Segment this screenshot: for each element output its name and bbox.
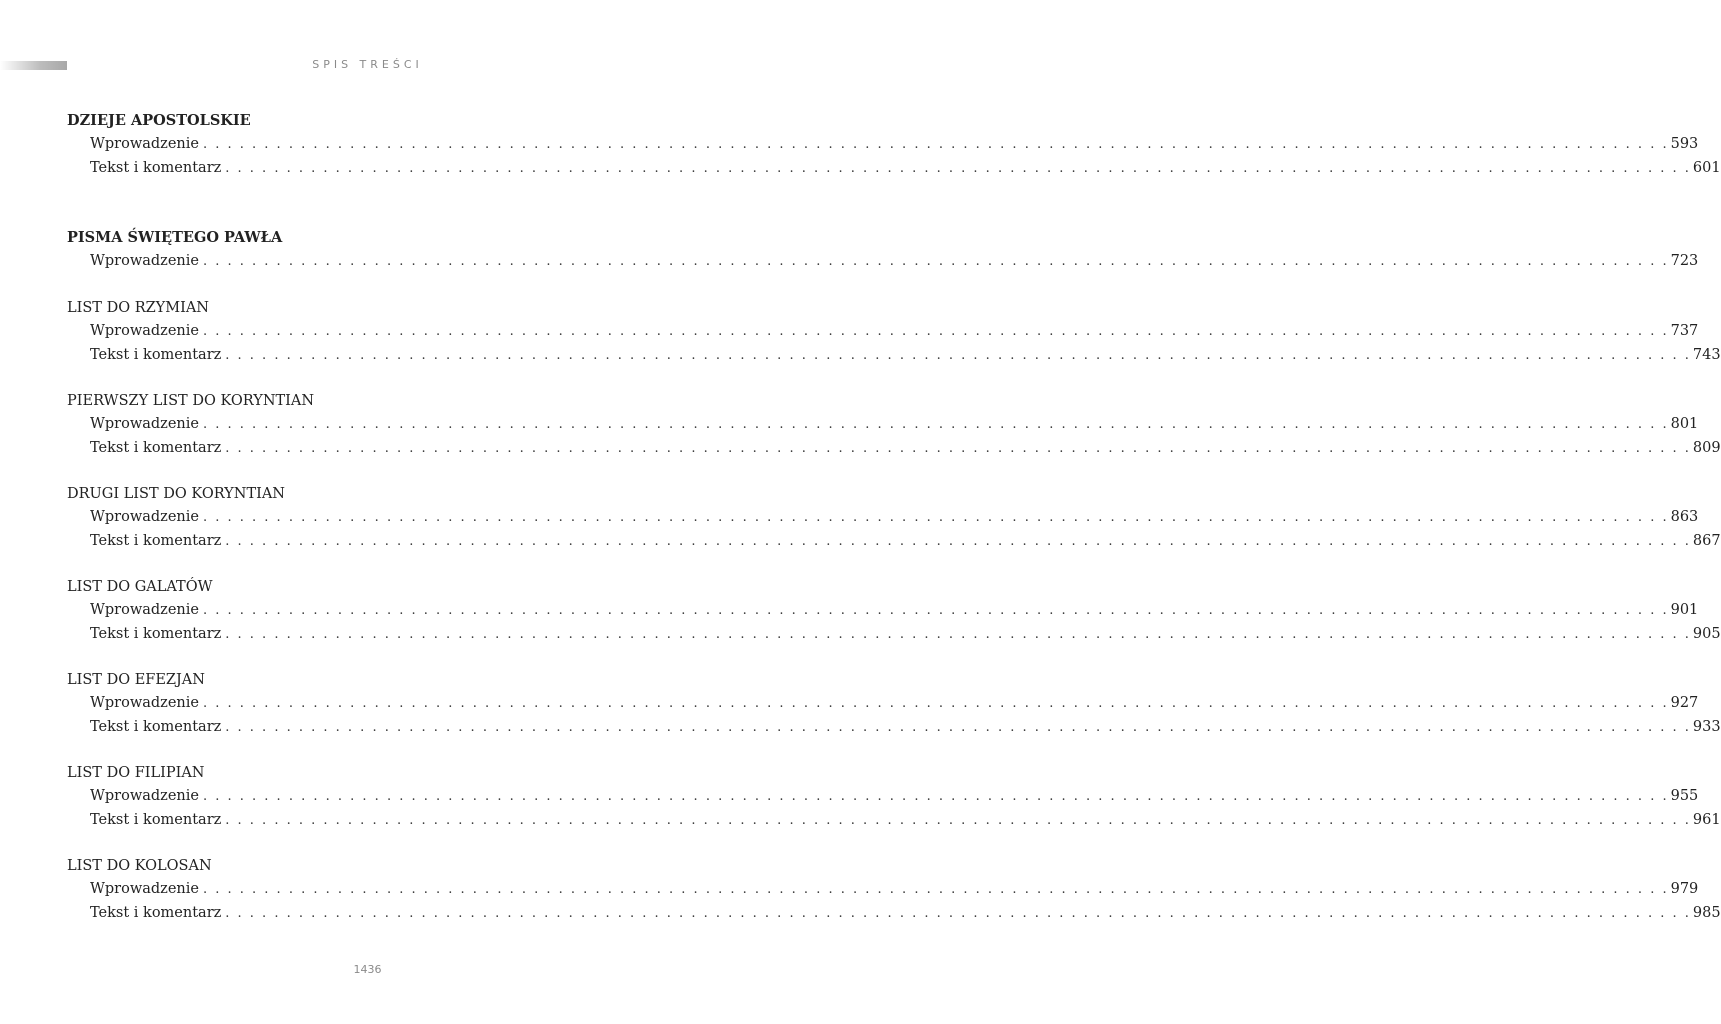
- entry-page-number: 933: [1692, 718, 1721, 735]
- section-heading: [67, 669, 661, 691]
- entry-label: Wprowadzenie: [90, 788, 199, 805]
- toc-entry: [67, 902, 1721, 924]
- entry-page-number: 809: [1692, 439, 1721, 456]
- dot-leader: . . . . . . . . . . . . . . . . . . . . . . . . . . . . . . . . . . . . . . . . . . . . . . . . . . . . . . . . . . . . . . . . . . . . . . . . . . . . . . . . . . . . . . . . . . . . . . . . . . . . . . . . . . . . . . . . . . . . . . . .: [225, 533, 1691, 549]
- section-heading: [67, 297, 661, 319]
- toc-entry: [67, 506, 1699, 528]
- entry-page-number: 737: [1670, 323, 1699, 340]
- toc-entry: [67, 320, 1699, 342]
- dot-leader: . . . . . . . . . . . . . . . . . . . . . . . . . . . . . . . . . . . . . . . . . . . . . . . . . . . . . . . . . . . . . . . . . . . . . . . . . . . . . . . . . . . . . . . . . . . . . . . . . . . . . . . . . . . . . . . . . . . . . . . .: [225, 347, 1691, 363]
- dot-leader: . . . . . . . . . . . . . . . . . . . . . . . . . . . . . . . . . . . . . . . . . . . . . . . . . . . . . . . . . . . . . . . . . . . . . . . . . . . . . . . . . . . . . . . . . . . . . . . . . . . . . . . . . . . . . . . . . . . . . . . .: [225, 160, 1691, 176]
- page-number: 1436: [353, 963, 382, 976]
- dot-leader: . . . . . . . . . . . . . . . . . . . . . . . . . . . . . . . . . . . . . . . . . . . . . . . . . . . . . . . . . . . . . . . . . . . . . . . . . . . . . . . . . . . . . . . . . . . . . . . . . . . . . . . . . . . . . . . . . . . . . . . .: [202, 882, 1669, 898]
- dot-leader: . . . . . . . . . . . . . . . . . . . . . . . . . . . . . . . . . . . . . . . . . . . . . . . . . . . . . . . . . . . . . . . . . . . . . . . . . . . . . . . . . . . . . . . . . . . . . . . . . . . . . . . . . . . . . . . . . . . . . . . .: [202, 603, 1669, 619]
- section-title: PIERWSZY LIST DO KORYNTIAN: [67, 393, 315, 409]
- dot-leader: . . . . . . . . . . . . . . . . . . . . . . . . . . . . . . . . . . . . . . . . . . . . . . . . . . . . . . . . . . . . . . . . . . . . . . . . . . . . . . . . . . . . . . . . . . . . . . . . . . . . . . . . . . . . . . . . . . . . . . . .: [202, 789, 1669, 805]
- toc-entry: [67, 785, 1699, 807]
- entry-page-number: 801: [1670, 416, 1699, 433]
- running-head: SPIS TREŚCI: [312, 58, 423, 71]
- section-heading: [67, 762, 661, 784]
- entry-page-number: 723: [1670, 253, 1699, 270]
- entry-label: Wprowadzenie: [90, 509, 199, 526]
- entry-label: Tekst i komentarz: [90, 904, 222, 921]
- section-title: LIST DO KOLOSAN: [67, 858, 212, 874]
- toc-entry: [67, 133, 1699, 155]
- entry-label: Tekst i komentarz: [90, 439, 222, 456]
- entry-page-number: 905: [1692, 625, 1721, 642]
- entry-page-number: 955: [1670, 788, 1699, 805]
- entry-page-number: 985: [1692, 904, 1721, 921]
- entry-label: Wprowadzenie: [90, 253, 199, 270]
- entry-page-number: 927: [1670, 695, 1699, 712]
- dot-leader: . . . . . . . . . . . . . . . . . . . . . . . . . . . . . . . . . . . . . . . . . . . . . . . . . . . . . . . . . . . . . . . . . . . . . . . . . . . . . . . . . . . . . . . . . . . . . . . . . . . . . . . . . . . . . . . . . . . . . . . .: [202, 254, 1669, 270]
- section-heading: [67, 576, 661, 598]
- entry-page-number: 593: [1670, 136, 1699, 153]
- section-title: DRUGI LIST DO KORYNTIAN: [67, 486, 285, 502]
- entry-label: Tekst i komentarz: [90, 346, 222, 363]
- entry-page-number: 901: [1670, 602, 1699, 619]
- toc-entry: [67, 878, 1699, 900]
- entry-page-number: 961: [1692, 811, 1721, 828]
- section-title: LIST DO RZYMIAN: [67, 300, 209, 316]
- dot-leader: . . . . . . . . . . . . . . . . . . . . . . . . . . . . . . . . . . . . . . . . . . . . . . . . . . . . . . . . . . . . . . . . . . . . . . . . . . . . . . . . . . . . . . . . . . . . . . . . . . . . . . . . . . . . . . . . . . . . . . . .: [202, 510, 1669, 526]
- toc-entry: [67, 250, 1699, 272]
- dot-leader: . . . . . . . . . . . . . . . . . . . . . . . . . . . . . . . . . . . . . . . . . . . . . . . . . . . . . . . . . . . . . . . . . . . . . . . . . . . . . . . . . . . . . . . . . . . . . . . . . . . . . . . . . . . . . . . . . . . . . . . .: [225, 440, 1691, 456]
- section-title: DZIEJE APOSTOLSKIE: [67, 112, 251, 129]
- toc-entry: [67, 716, 1721, 738]
- section-heading: [67, 227, 661, 249]
- toc-entry: [67, 413, 1699, 435]
- entry-label: Tekst i komentarz: [90, 718, 222, 735]
- toc-entry: [67, 623, 1721, 645]
- entry-label: Wprowadzenie: [90, 323, 199, 340]
- toc-entry: [67, 692, 1699, 714]
- toc-entry: [67, 599, 1699, 621]
- entry-label: Wprowadzenie: [90, 695, 199, 712]
- entry-label: Wprowadzenie: [90, 136, 199, 153]
- dot-leader: . . . . . . . . . . . . . . . . . . . . . . . . . . . . . . . . . . . . . . . . . . . . . . . . . . . . . . . . . . . . . . . . . . . . . . . . . . . . . . . . . . . . . . . . . . . . . . . . . . . . . . . . . . . . . . . . . . . . . . . .: [202, 324, 1669, 340]
- toc-entry: [67, 530, 1721, 552]
- section-title: LIST DO GALATÓW: [67, 579, 213, 595]
- entry-label: Tekst i komentarz: [90, 811, 222, 828]
- entry-label: Wprowadzenie: [90, 881, 199, 898]
- toc-entry: [67, 344, 1721, 366]
- dot-leader: . . . . . . . . . . . . . . . . . . . . . . . . . . . . . . . . . . . . . . . . . . . . . . . . . . . . . . . . . . . . . . . . . . . . . . . . . . . . . . . . . . . . . . . . . . . . . . . . . . . . . . . . . . . . . . . . . . . . . . . .: [202, 137, 1669, 153]
- entry-page-number: 743: [1692, 346, 1721, 363]
- dot-leader: . . . . . . . . . . . . . . . . . . . . . . . . . . . . . . . . . . . . . . . . . . . . . . . . . . . . . . . . . . . . . . . . . . . . . . . . . . . . . . . . . . . . . . . . . . . . . . . . . . . . . . . . . . . . . . . . . . . . . . . .: [202, 417, 1669, 433]
- section-title: LIST DO FILIPIAN: [67, 765, 205, 781]
- entry-label: Tekst i komentarz: [90, 159, 222, 176]
- section-title: PISMA ŚWIĘTEGO PAWŁA: [67, 229, 283, 246]
- section-heading: [67, 390, 661, 412]
- dot-leader: . . . . . . . . . . . . . . . . . . . . . . . . . . . . . . . . . . . . . . . . . . . . . . . . . . . . . . . . . . . . . . . . . . . . . . . . . . . . . . . . . . . . . . . . . . . . . . . . . . . . . . . . . . . . . . . . . . . . . . . .: [225, 812, 1691, 828]
- entry-label: Tekst i komentarz: [90, 625, 222, 642]
- entry-page-number: 863: [1670, 509, 1699, 526]
- toc-entry: [67, 809, 1721, 831]
- dot-leader: . . . . . . . . . . . . . . . . . . . . . . . . . . . . . . . . . . . . . . . . . . . . . . . . . . . . . . . . . . . . . . . . . . . . . . . . . . . . . . . . . . . . . . . . . . . . . . . . . . . . . . . . . . . . . . . . . . . . . . . .: [225, 626, 1691, 642]
- section-heading: [67, 110, 661, 132]
- dot-leader: . . . . . . . . . . . . . . . . . . . . . . . . . . . . . . . . . . . . . . . . . . . . . . . . . . . . . . . . . . . . . . . . . . . . . . . . . . . . . . . . . . . . . . . . . . . . . . . . . . . . . . . . . . . . . . . . . . . . . . . .: [202, 696, 1669, 712]
- entry-label: Wprowadzenie: [90, 416, 199, 433]
- dot-leader: . . . . . . . . . . . . . . . . . . . . . . . . . . . . . . . . . . . . . . . . . . . . . . . . . . . . . . . . . . . . . . . . . . . . . . . . . . . . . . . . . . . . . . . . . . . . . . . . . . . . . . . . . . . . . . . . . . . . . . . .: [225, 719, 1691, 735]
- entry-page-number: 601: [1692, 159, 1721, 176]
- entry-label: Tekst i komentarz: [90, 532, 222, 549]
- entry-label: Wprowadzenie: [90, 602, 199, 619]
- section-title: LIST DO EFEZJAN: [67, 672, 205, 688]
- entry-page-number: 979: [1670, 881, 1699, 898]
- dot-leader: . . . . . . . . . . . . . . . . . . . . . . . . . . . . . . . . . . . . . . . . . . . . . . . . . . . . . . . . . . . . . . . . . . . . . . . . . . . . . . . . . . . . . . . . . . . . . . . . . . . . . . . . . . . . . . . . . . . . . . . .: [225, 905, 1691, 921]
- toc-entry: [67, 157, 1721, 179]
- entry-page-number: 867: [1692, 532, 1721, 549]
- section-heading: [67, 483, 661, 505]
- toc-entry: [67, 437, 1721, 459]
- section-heading: [67, 855, 661, 877]
